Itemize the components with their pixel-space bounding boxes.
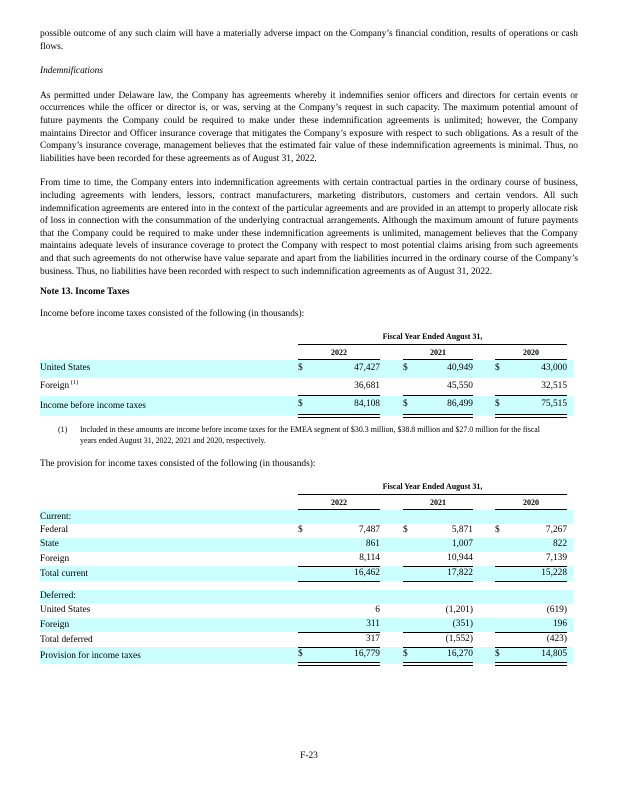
gap-cell bbox=[380, 552, 403, 566]
dollar-sign-cell bbox=[403, 604, 419, 618]
provision-intro: The provision for income taxes consisted of the following (in thousands): bbox=[40, 458, 316, 469]
dollar-sign-cell bbox=[298, 604, 314, 618]
indemnifications-heading: Indemnifications bbox=[40, 66, 104, 77]
gap-cell bbox=[473, 604, 495, 618]
value-cell: 1,007 bbox=[419, 538, 473, 552]
row-label: Foreign $^{(1)}$ bbox=[40, 379, 79, 392]
dollar-sign-cell bbox=[495, 632, 511, 647]
gap-cell bbox=[473, 566, 495, 581]
table-row bbox=[40, 524, 573, 538]
footnote-text: Included in these amounts are income before income taxes for the EMEA segment of $30.3 million, $38.8 million and $27.0 million for the fiscal years ended August 31, 2022, 2021 and 2020, respectively. bbox=[80, 424, 540, 445]
value-cell: (1,552) bbox=[419, 632, 473, 647]
dollar-sign-cell: $ bbox=[495, 360, 511, 378]
dollar-sign-cell: $ bbox=[298, 360, 314, 378]
dollar-sign-cell bbox=[403, 566, 419, 581]
year-header-cell: 2022 bbox=[298, 494, 380, 510]
dollar-sign-cell bbox=[298, 378, 314, 396]
dollar-sign-cell: $ bbox=[495, 396, 511, 416]
value-cell: 7,267 bbox=[545, 525, 567, 536]
value-cell: 16,462 bbox=[314, 566, 380, 581]
value-cell: 84,108 bbox=[314, 396, 380, 416]
value-cell: 16,270 bbox=[419, 647, 473, 663]
gap-cell bbox=[380, 632, 403, 647]
dollar-sign-cell bbox=[298, 538, 314, 552]
gap-cell bbox=[473, 378, 495, 396]
dollar-sign-cell bbox=[298, 632, 314, 647]
pad-cell bbox=[567, 647, 573, 663]
row-label: State bbox=[40, 538, 298, 552]
table-row bbox=[40, 590, 573, 604]
dollar-sign-cell: $ bbox=[403, 360, 419, 378]
dollar-sign-cell bbox=[298, 618, 314, 632]
value-cell: 47,427 bbox=[314, 360, 380, 378]
value-cell: 16,779 bbox=[314, 647, 380, 663]
gap-cell bbox=[473, 396, 495, 416]
year-header-cell: 2020 bbox=[495, 494, 567, 510]
income-before-taxes-intro: Income before income taxes consisted of the following (in thousands): bbox=[40, 308, 305, 319]
table-year-row bbox=[40, 344, 573, 360]
row-label: Foreign bbox=[40, 618, 298, 632]
row-label: Provision for income taxes bbox=[40, 647, 298, 663]
value-cell: 32,515 bbox=[511, 378, 567, 396]
table-row bbox=[40, 581, 573, 590]
value-cell: (619) bbox=[546, 605, 567, 616]
dollar-sign-cell bbox=[495, 604, 511, 618]
value-cell: 45,550 bbox=[419, 378, 473, 396]
gap-cell bbox=[473, 538, 495, 552]
pad-cell bbox=[567, 344, 573, 360]
page-number: F-23 bbox=[300, 751, 318, 761]
dollar-sign-cell bbox=[298, 552, 314, 566]
dollar-sign-cell bbox=[495, 552, 511, 566]
gap-cell bbox=[473, 632, 495, 647]
gap-cell bbox=[473, 524, 495, 538]
header-spacer-cell bbox=[40, 494, 298, 510]
row-label: Total current bbox=[40, 566, 298, 581]
dollar-sign-cell bbox=[403, 632, 419, 647]
row-label: Foreign bbox=[40, 553, 70, 564]
gap-cell bbox=[380, 618, 403, 632]
section-label-cell: Current: bbox=[40, 510, 573, 524]
gap-cell bbox=[380, 494, 403, 510]
gap-cell bbox=[380, 524, 403, 538]
table-row bbox=[40, 378, 573, 396]
note-13-heading: Note 13. Income Taxes bbox=[40, 287, 130, 298]
value-cell: 14,805 bbox=[511, 647, 567, 663]
pad-cell bbox=[567, 618, 573, 632]
pad-cell bbox=[567, 632, 573, 647]
gap-cell bbox=[473, 618, 495, 632]
blank-row-cell bbox=[40, 581, 573, 590]
table-row bbox=[40, 538, 573, 552]
value-cell: (1,201) bbox=[445, 605, 473, 616]
dollar-sign-cell: $ bbox=[495, 647, 511, 663]
value-cell: (351) bbox=[419, 618, 473, 632]
gap-cell bbox=[473, 360, 495, 378]
value-cell: 40,949 bbox=[419, 360, 473, 378]
dollar-sign-cell: $ bbox=[494, 525, 500, 536]
paragraph-delaware-indemnification: As permitted under Delaware law, the Company has agreements whereby it indemnifies senior officers and directors for certain events or occurrences while the officer or director is, or was, serving at the Company’s request in such capacity. The maximum potential amount of future payments the Company could be required to make under these indemnification agreements is unlimited; however, the Company maintains Director and Officer insurance coverage that mitigates the Company’s exposure with respect to such obligations. As a result of the Company’s insurance coverage, management believes that the estimated fair value of these indemnification agreements is minimal. Thus, no liabilities have been recorded for these agreements as of August 31, 2022. bbox=[40, 90, 578, 164]
dollar-sign-cell: $ bbox=[403, 396, 419, 416]
value-cell: 86,499 bbox=[419, 396, 473, 416]
gap-cell bbox=[380, 604, 403, 618]
table-row bbox=[40, 552, 573, 566]
value-cell: 8,114 bbox=[314, 552, 380, 566]
value-cell: 5,871 bbox=[451, 525, 473, 536]
header-spacer-cell bbox=[40, 330, 298, 344]
pad-cell bbox=[567, 538, 573, 552]
income-before-taxes-table bbox=[40, 330, 573, 418]
section-label-cell: Deferred: bbox=[40, 590, 573, 604]
dollar-sign-cell bbox=[298, 566, 314, 581]
footnote-marker: (1) bbox=[58, 424, 68, 434]
value-cell: 7,487 bbox=[358, 525, 380, 536]
table-row bbox=[40, 618, 573, 632]
table-header-row bbox=[40, 480, 573, 494]
row-label: Total deferred bbox=[40, 634, 93, 645]
row-label: Income before income taxes bbox=[40, 396, 298, 416]
value-cell: 311 bbox=[314, 618, 380, 632]
value-cell: 15,228 bbox=[511, 566, 567, 581]
pad-cell bbox=[567, 552, 573, 566]
gap-cell bbox=[380, 344, 403, 360]
fiscal-year-span-header: Fiscal Year Ended August 31, bbox=[298, 330, 567, 344]
gap-cell bbox=[380, 360, 403, 378]
dollar-sign-cell bbox=[403, 552, 419, 566]
table-row bbox=[40, 566, 573, 581]
fiscal-year-span-header: Fiscal Year Ended August 31, bbox=[298, 480, 567, 494]
dollar-sign-cell bbox=[495, 538, 511, 552]
dollar-sign-cell bbox=[403, 618, 419, 632]
value-cell: 17,822 bbox=[419, 566, 473, 581]
table-row bbox=[40, 632, 573, 647]
dollar-sign-cell: $ bbox=[402, 525, 408, 536]
value-cell: 822 bbox=[511, 538, 567, 552]
gap-cell bbox=[380, 378, 403, 396]
value-cell: 36,681 bbox=[314, 378, 380, 396]
gap-cell bbox=[473, 647, 495, 663]
value-cell: 10,944 bbox=[419, 552, 473, 566]
paragraph-contractual-indemnification: From time to time, the Company enters into indemnification agreements with certain contractual parties in the ordinary course of business, including agreements with lenders, lessors, contract manufacturers, marketing distributors, customers and certain vendors. All such indemnification agreements are entered into in the context of the particular agreements and are provided in an attempt to properly allocate risk of loss in connection with the consummation of the underlying contractual arrangements. Although the maximum amount of future payments that the Company could be required to make under these indemnification agreements is unlimited, management believes that the Company maintains adequate levels of insurance coverage to protect the Company with respect to most potential claims arising from such agreements and that such agreements do not otherwise have value separate and apart from the liabilities incurred in the ordinary course of the Company’s business. Thus, no liabilities have been recorded with respect to such indemnification agreements as of August 31, 2022. bbox=[40, 178, 578, 277]
table-row bbox=[40, 396, 573, 416]
value-cell: 6 bbox=[375, 605, 380, 616]
pad-cell bbox=[567, 604, 573, 618]
year-header-cell: 2021 bbox=[403, 494, 473, 510]
dollar-sign-cell bbox=[403, 378, 419, 396]
gap-cell bbox=[380, 538, 403, 552]
value-cell: 196 bbox=[511, 618, 567, 632]
year-header-cell: 2021 bbox=[403, 344, 473, 360]
pad-cell bbox=[567, 360, 573, 378]
table-header-row bbox=[40, 330, 573, 344]
pad-cell bbox=[567, 396, 573, 416]
dollar-sign-cell: $ bbox=[298, 396, 314, 416]
gap-cell bbox=[473, 552, 495, 566]
footnote-reference: (1) bbox=[69, 379, 79, 387]
footnote bbox=[58, 424, 540, 446]
dollar-sign-cell bbox=[495, 378, 511, 396]
year-header-cell: 2020 bbox=[495, 344, 567, 360]
pad-cell bbox=[567, 480, 573, 494]
table-row bbox=[40, 647, 573, 663]
dollar-sign-cell bbox=[403, 538, 419, 552]
gap-cell bbox=[380, 566, 403, 581]
gap-cell bbox=[380, 396, 403, 416]
year-header-cell: 2022 bbox=[298, 344, 380, 360]
value-cell: 7,139 bbox=[511, 552, 567, 566]
value-cell: (423) bbox=[511, 632, 567, 647]
table-row bbox=[40, 360, 573, 378]
gap-cell bbox=[473, 344, 495, 360]
table-row bbox=[40, 604, 573, 618]
dollar-sign-cell: $ bbox=[297, 525, 303, 536]
pad-cell bbox=[567, 378, 573, 396]
row-label: United States bbox=[40, 360, 298, 378]
row-label: Federal bbox=[40, 525, 69, 536]
pad-cell bbox=[567, 494, 573, 510]
pad-cell bbox=[567, 566, 573, 581]
value-cell: 43,000 bbox=[511, 360, 567, 378]
pad-cell bbox=[567, 330, 573, 344]
header-spacer-cell bbox=[40, 480, 298, 494]
row-label: United States bbox=[40, 605, 91, 616]
value-cell: 861 bbox=[314, 538, 380, 552]
table-row bbox=[40, 510, 573, 524]
pad-cell bbox=[567, 524, 573, 538]
gap-cell bbox=[380, 647, 403, 663]
value-cell: 75,515 bbox=[511, 396, 567, 416]
dollar-sign-cell: $ bbox=[298, 647, 314, 663]
gap-cell bbox=[473, 494, 495, 510]
table-year-row bbox=[40, 494, 573, 510]
header-spacer-cell bbox=[40, 344, 298, 360]
value-cell: 317 bbox=[314, 632, 380, 647]
provision-for-income-taxes-table bbox=[40, 480, 573, 665]
dollar-sign-cell: $ bbox=[403, 647, 419, 663]
paragraph-claim-outcome: possible outcome of any such claim will have a materially adverse impact on the Company’s financial condition, results of operations or cash flows. bbox=[40, 29, 578, 52]
dollar-sign-cell bbox=[495, 566, 511, 581]
dollar-sign-cell bbox=[495, 618, 511, 632]
